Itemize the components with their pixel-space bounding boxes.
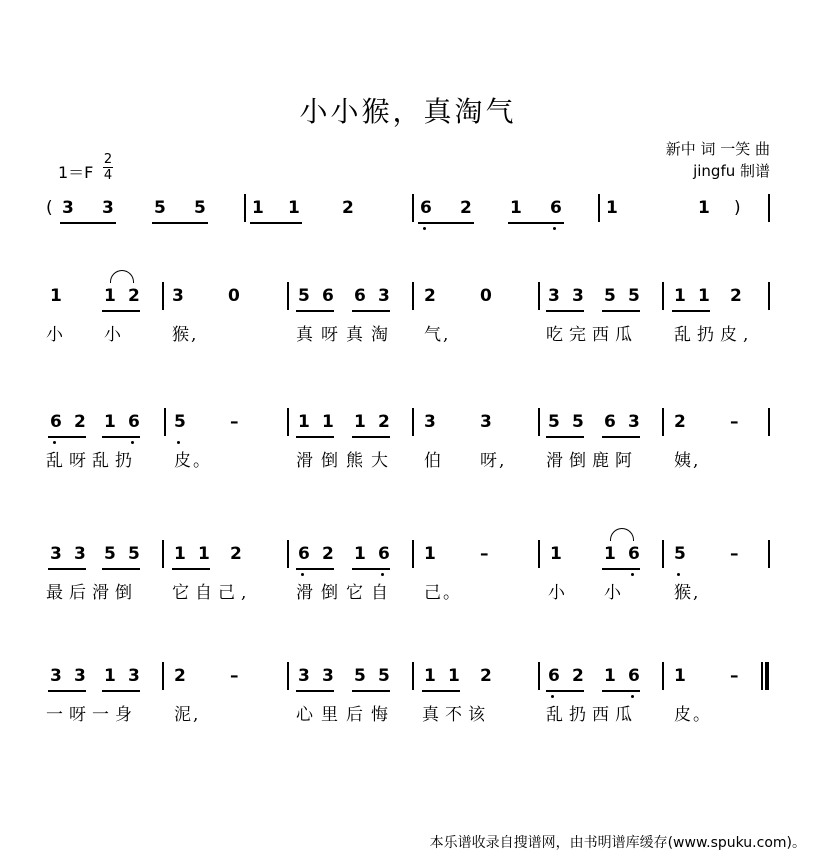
note: 3 bbox=[62, 198, 74, 218]
time-signature-bottom: 4 bbox=[103, 168, 113, 183]
barline bbox=[162, 662, 164, 690]
barline bbox=[287, 662, 289, 690]
note: 2 bbox=[174, 666, 186, 686]
song-title: 小小猴，真淘气 bbox=[299, 95, 517, 128]
intro-open-paren: ( bbox=[46, 198, 53, 218]
lyric: 己。 bbox=[424, 583, 462, 603]
tie bbox=[610, 528, 634, 541]
note: 2 bbox=[460, 198, 472, 218]
note: 1 bbox=[424, 666, 436, 686]
note: 1 bbox=[604, 544, 616, 564]
barline bbox=[162, 540, 164, 568]
note: 2 bbox=[480, 666, 492, 686]
lyric: 心里后悔 bbox=[296, 705, 396, 725]
lyric: 猴, bbox=[674, 583, 701, 603]
note: 6 bbox=[628, 666, 640, 686]
barline bbox=[287, 282, 289, 310]
lyric: 泥, bbox=[174, 705, 201, 725]
note: 1 bbox=[606, 198, 618, 218]
note: 1 bbox=[674, 666, 686, 686]
note: 5 bbox=[298, 286, 310, 306]
note: 5 bbox=[572, 412, 584, 432]
intro-row bbox=[0, 196, 816, 230]
note: 1 bbox=[252, 198, 264, 218]
lyric: 气, bbox=[424, 325, 451, 345]
tie bbox=[110, 270, 134, 283]
arranger: jingfu 制谱 bbox=[693, 162, 770, 180]
lyric: 乱扔皮, bbox=[674, 325, 755, 345]
barline bbox=[287, 408, 289, 436]
note: 1 bbox=[604, 666, 616, 686]
note: 5 bbox=[354, 666, 366, 686]
barline bbox=[412, 408, 414, 436]
key-signature: 1＝F bbox=[58, 163, 94, 182]
note: 2 bbox=[378, 412, 390, 432]
barline bbox=[538, 282, 540, 310]
note: 1 bbox=[698, 198, 710, 218]
lyric: 小 bbox=[548, 583, 565, 603]
note: 1 bbox=[698, 286, 710, 306]
barline bbox=[768, 194, 770, 222]
barline bbox=[768, 282, 770, 310]
note: 2 bbox=[128, 286, 140, 306]
note: 6 bbox=[604, 412, 616, 432]
note: 3 bbox=[628, 412, 640, 432]
score-row-3 bbox=[0, 542, 816, 576]
note: 5 bbox=[628, 286, 640, 306]
lyric: 一呀一身 bbox=[46, 705, 138, 725]
note: 5 bbox=[154, 198, 166, 218]
note: 5 bbox=[548, 412, 560, 432]
barline bbox=[662, 540, 664, 568]
barline bbox=[244, 194, 246, 222]
intro-close-paren: ) bbox=[734, 198, 741, 218]
note: 1 bbox=[104, 286, 116, 306]
note: 3 bbox=[548, 286, 560, 306]
note: 5 bbox=[674, 544, 686, 564]
barline bbox=[412, 662, 414, 690]
barline bbox=[412, 282, 414, 310]
barline bbox=[768, 540, 770, 568]
barline bbox=[412, 540, 414, 568]
lyric: 乱扔西瓜 bbox=[546, 705, 638, 725]
note: 1 bbox=[174, 544, 186, 564]
note: 5 bbox=[174, 412, 186, 432]
note: 5 bbox=[104, 544, 116, 564]
note: 1 bbox=[50, 286, 62, 306]
lyric: 乱呀乱扔 bbox=[46, 451, 138, 471]
note: 6 bbox=[548, 666, 560, 686]
lyric: 滑倒它自 bbox=[296, 583, 396, 603]
score-row-2 bbox=[0, 410, 816, 444]
dash: – bbox=[480, 544, 489, 564]
lyric: 滑倒熊大 bbox=[296, 451, 396, 471]
note: 1 bbox=[674, 286, 686, 306]
final-barline-thick bbox=[765, 662, 769, 690]
lyric: 吃完西瓜 bbox=[546, 325, 638, 345]
note: 6 bbox=[298, 544, 310, 564]
barline bbox=[164, 408, 166, 436]
note: 1 bbox=[104, 412, 116, 432]
note: 3 bbox=[298, 666, 310, 686]
note: 6 bbox=[628, 544, 640, 564]
note: 6 bbox=[128, 412, 140, 432]
note: 3 bbox=[322, 666, 334, 686]
time-signature-top: 2 bbox=[103, 152, 113, 167]
note: 1 bbox=[298, 412, 310, 432]
note: 1 bbox=[424, 544, 436, 564]
note: 5 bbox=[378, 666, 390, 686]
lyric: 最后滑倒 bbox=[46, 583, 138, 603]
note: 6 bbox=[550, 198, 562, 218]
dash: – bbox=[230, 666, 239, 686]
dash: – bbox=[730, 412, 739, 432]
note: 1 bbox=[550, 544, 562, 564]
note: 2 bbox=[674, 412, 686, 432]
footer-source-note: 本乐谱收录自搜谱网，由书明谱库缓存(www.spuku.com)。 bbox=[429, 835, 806, 851]
lyric: 它自己, bbox=[172, 583, 253, 603]
note: 6 bbox=[322, 286, 334, 306]
note: 1 bbox=[354, 412, 366, 432]
final-barline-thin bbox=[761, 662, 763, 690]
barline bbox=[538, 540, 540, 568]
note: 2 bbox=[74, 412, 86, 432]
note: 5 bbox=[194, 198, 206, 218]
note: 3 bbox=[424, 412, 436, 432]
note: 1 bbox=[510, 198, 522, 218]
dash: – bbox=[730, 544, 739, 564]
note: 2 bbox=[322, 544, 334, 564]
note: 2 bbox=[424, 286, 436, 306]
note: 1 bbox=[354, 544, 366, 564]
note: 6 bbox=[354, 286, 366, 306]
note: 5 bbox=[128, 544, 140, 564]
dash: – bbox=[230, 412, 239, 432]
barline bbox=[287, 540, 289, 568]
lyric: 姨, bbox=[674, 451, 701, 471]
time-signature bbox=[103, 153, 113, 182]
note: 5 bbox=[604, 286, 616, 306]
barline bbox=[538, 408, 540, 436]
barline bbox=[412, 194, 414, 222]
barline bbox=[662, 408, 664, 436]
note: 1 bbox=[104, 666, 116, 686]
credits bbox=[666, 138, 770, 182]
note: 2 bbox=[230, 544, 242, 564]
note: 3 bbox=[480, 412, 492, 432]
note: 3 bbox=[128, 666, 140, 686]
barline bbox=[598, 194, 600, 222]
note: 3 bbox=[172, 286, 184, 306]
barline bbox=[768, 408, 770, 436]
note: 1 bbox=[198, 544, 210, 564]
note: 6 bbox=[378, 544, 390, 564]
note: 3 bbox=[102, 198, 114, 218]
barline bbox=[662, 662, 664, 690]
note: 3 bbox=[572, 286, 584, 306]
lyric: 猴, bbox=[172, 325, 199, 345]
lyric: 真呀真淘 bbox=[296, 325, 396, 345]
barline bbox=[162, 282, 164, 310]
note: 2 bbox=[730, 286, 742, 306]
note: 3 bbox=[378, 286, 390, 306]
note: 1 bbox=[288, 198, 300, 218]
note: 3 bbox=[50, 544, 62, 564]
note: 6 bbox=[420, 198, 432, 218]
lyric: 皮。 bbox=[674, 705, 712, 725]
lyric: 伯 bbox=[424, 451, 441, 471]
note: 6 bbox=[50, 412, 62, 432]
note: 3 bbox=[74, 666, 86, 686]
score-row-1 bbox=[0, 284, 816, 318]
barline bbox=[538, 662, 540, 690]
note: 1 bbox=[448, 666, 460, 686]
note: 2 bbox=[342, 198, 354, 218]
note: 0 bbox=[228, 286, 240, 306]
note: 1 bbox=[322, 412, 334, 432]
lyricist-composer: 新中 词 一笑 曲 bbox=[665, 140, 770, 158]
lyric: 小 bbox=[104, 325, 121, 345]
lyric: 小 bbox=[46, 325, 63, 345]
lyric: 真不该 bbox=[422, 705, 491, 725]
dash: – bbox=[730, 666, 739, 686]
note: 0 bbox=[480, 286, 492, 306]
lyric: 皮。 bbox=[174, 451, 212, 471]
lyric: 呀, bbox=[480, 451, 507, 471]
note: 3 bbox=[74, 544, 86, 564]
lyric: 小 bbox=[604, 583, 621, 603]
note: 2 bbox=[572, 666, 584, 686]
score-row-4 bbox=[0, 664, 816, 698]
lyric: 滑倒鹿阿 bbox=[546, 451, 638, 471]
barline bbox=[662, 282, 664, 310]
note: 3 bbox=[50, 666, 62, 686]
